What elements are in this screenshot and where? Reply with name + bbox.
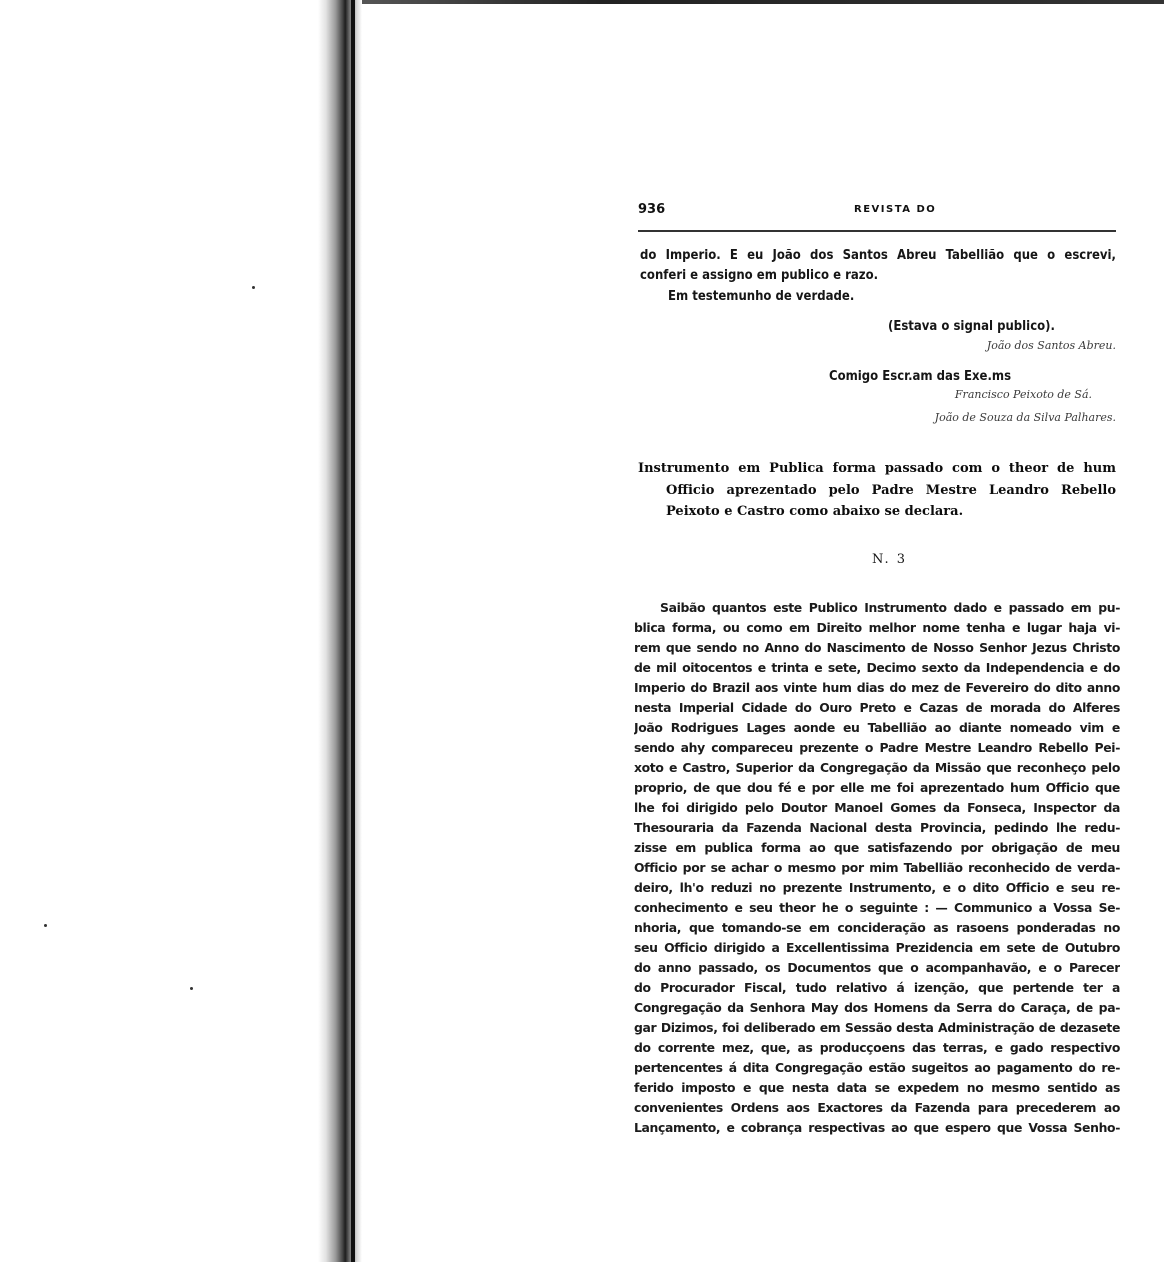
body-line-16: conhecimento e seu theor he o seguinte : — Communico a Vossa Se- xyxy=(634,900,1120,915)
body-line-12: Thesouraria da Fazenda Nacional desta Provincia, pedindo lhe redu- xyxy=(634,820,1120,835)
gutter-edge xyxy=(351,0,355,1262)
signature-joao-de-souza-da-silva-palhares: João de Souza da Silva Palhares. xyxy=(934,411,1116,424)
body-line-4: de mil oitocentos e trinta e sete, Decimo sexto da Independencia e do xyxy=(634,660,1120,675)
body-line-17: nhoria, que tomando-se em concideração as rasoens ponderadas no xyxy=(634,920,1120,935)
running-header xyxy=(630,196,1116,218)
section-heading-line-3: Peixoto e Castro como abaixo se declara. xyxy=(666,504,964,519)
dust-speck xyxy=(252,286,255,289)
body-line-27: Lançamento, e cobrança respectivas ao que espero que Vossa Senho- xyxy=(634,1120,1120,1135)
running-title: REVISTA DO xyxy=(854,204,937,215)
body-line-23: do corrente mez, que, as producçoens das terras, e gado respectivo xyxy=(634,1040,1120,1055)
closing-line-1: do Imperio. E eu João dos Santos Abreu Tabellião que o escrevi, xyxy=(640,248,1116,263)
with-me-line: Comigo Escr.am das Exe.ms xyxy=(829,369,1012,384)
page-top-edge xyxy=(362,0,1164,4)
left-blank-page xyxy=(0,0,352,1262)
body-line-22: gar Dizimos, foi deliberado em Sessão desta Administração de dezasete xyxy=(634,1020,1120,1035)
body-line-15: deiro, lh'o reduzi no prezente Instrumento, e o dito Officio e seu re- xyxy=(634,880,1120,895)
document-number: N. 3 xyxy=(872,552,908,567)
body-line-26: convenientes Ordens aos Exactores da Fazenda para precederem ao xyxy=(634,1100,1120,1115)
signature-francisco-peixoto-de-sa: Francisco Peixoto de Sá. xyxy=(954,388,1092,401)
testimony-line: Em testemunho de verdade. xyxy=(668,289,855,304)
section-heading-line-2: Officio aprezentado pelo Padre Mestre Leandro Rebello xyxy=(666,483,1116,498)
body-line-25: ferido imposto e que nesta data se expedem no mesmo sentido as xyxy=(634,1080,1120,1095)
body-line-5: Imperio do Brazil aos vinte hum dias do mez de Fevereiro do dito anno xyxy=(634,680,1120,695)
page-number: 936 xyxy=(638,202,666,217)
body-line-11: lhe foi dirigido pelo Doutor Manoel Gomes da Fonseca, Inspector da xyxy=(634,800,1120,815)
body-line-14: Officio por se achar o mesmo por mim Tabellião reconhecido de verda- xyxy=(634,860,1120,875)
body-line-21: Congregação da Senhora May dos Homens da Serra do Caraça, de pa- xyxy=(634,1000,1120,1015)
body-line-2: blica forma, ou como em Direito melhor nome tenha e lugar haja vi- xyxy=(634,620,1120,635)
dust-speck xyxy=(44,924,47,927)
body-line-9: xoto e Castro, Superior da Congregação da Missão que reconheço pelo xyxy=(634,760,1120,775)
body-line-10: proprio, de que dou fé e por elle me foi aprezentado hum Officio que xyxy=(634,780,1120,795)
section-heading-line-1: Instrumento em Publica forma passado com o theor de hum xyxy=(638,461,1116,476)
signature-joao-dos-santos-abreu: João dos Santos Abreu. xyxy=(986,339,1116,352)
body-line-13: zisse em publica forma ao que satisfazendo por obrigação de meu xyxy=(634,840,1120,855)
book-gutter xyxy=(318,0,362,1262)
body-line-1: Saibão quantos este Publico Instrumento dado e passado em pu- xyxy=(660,600,1120,615)
body-line-6: nesta Imperial Cidade do Ouro Preto e Cazas de morada do Alferes xyxy=(634,700,1120,715)
public-sign-note: (Estava o signal publico). xyxy=(888,319,1055,334)
body-line-7: João Rodrigues Lages aonde eu Tabellião ao diante nomeado vim e xyxy=(634,720,1120,735)
closing-line-2: conferi e assigno em publico e razo. xyxy=(640,268,879,283)
body-line-3: rem que sendo no Anno do Nascimento de Nosso Senhor Jezus Christo xyxy=(634,640,1120,655)
body-line-24: pertencentes á dita Congregação estão sugeitos ao pagamento do re- xyxy=(634,1060,1120,1075)
body-line-20: do Procurador Fiscal, tudo relativo á izenção, que pertende ter a xyxy=(634,980,1120,995)
printed-page xyxy=(630,196,1120,1135)
body-line-18: seu Officio dirigido a Excellentissima Prezidencia em sete de Outubro xyxy=(634,940,1120,955)
body-line-19: do anno passado, os Documentos que o acompanhavão, e o Parecer xyxy=(634,960,1120,975)
body-line-8: sendo ahy compareceu prezente o Padre Mestre Leandro Rebello Pei- xyxy=(634,740,1120,755)
header-rule xyxy=(638,230,1116,232)
dust-speck xyxy=(190,987,193,990)
